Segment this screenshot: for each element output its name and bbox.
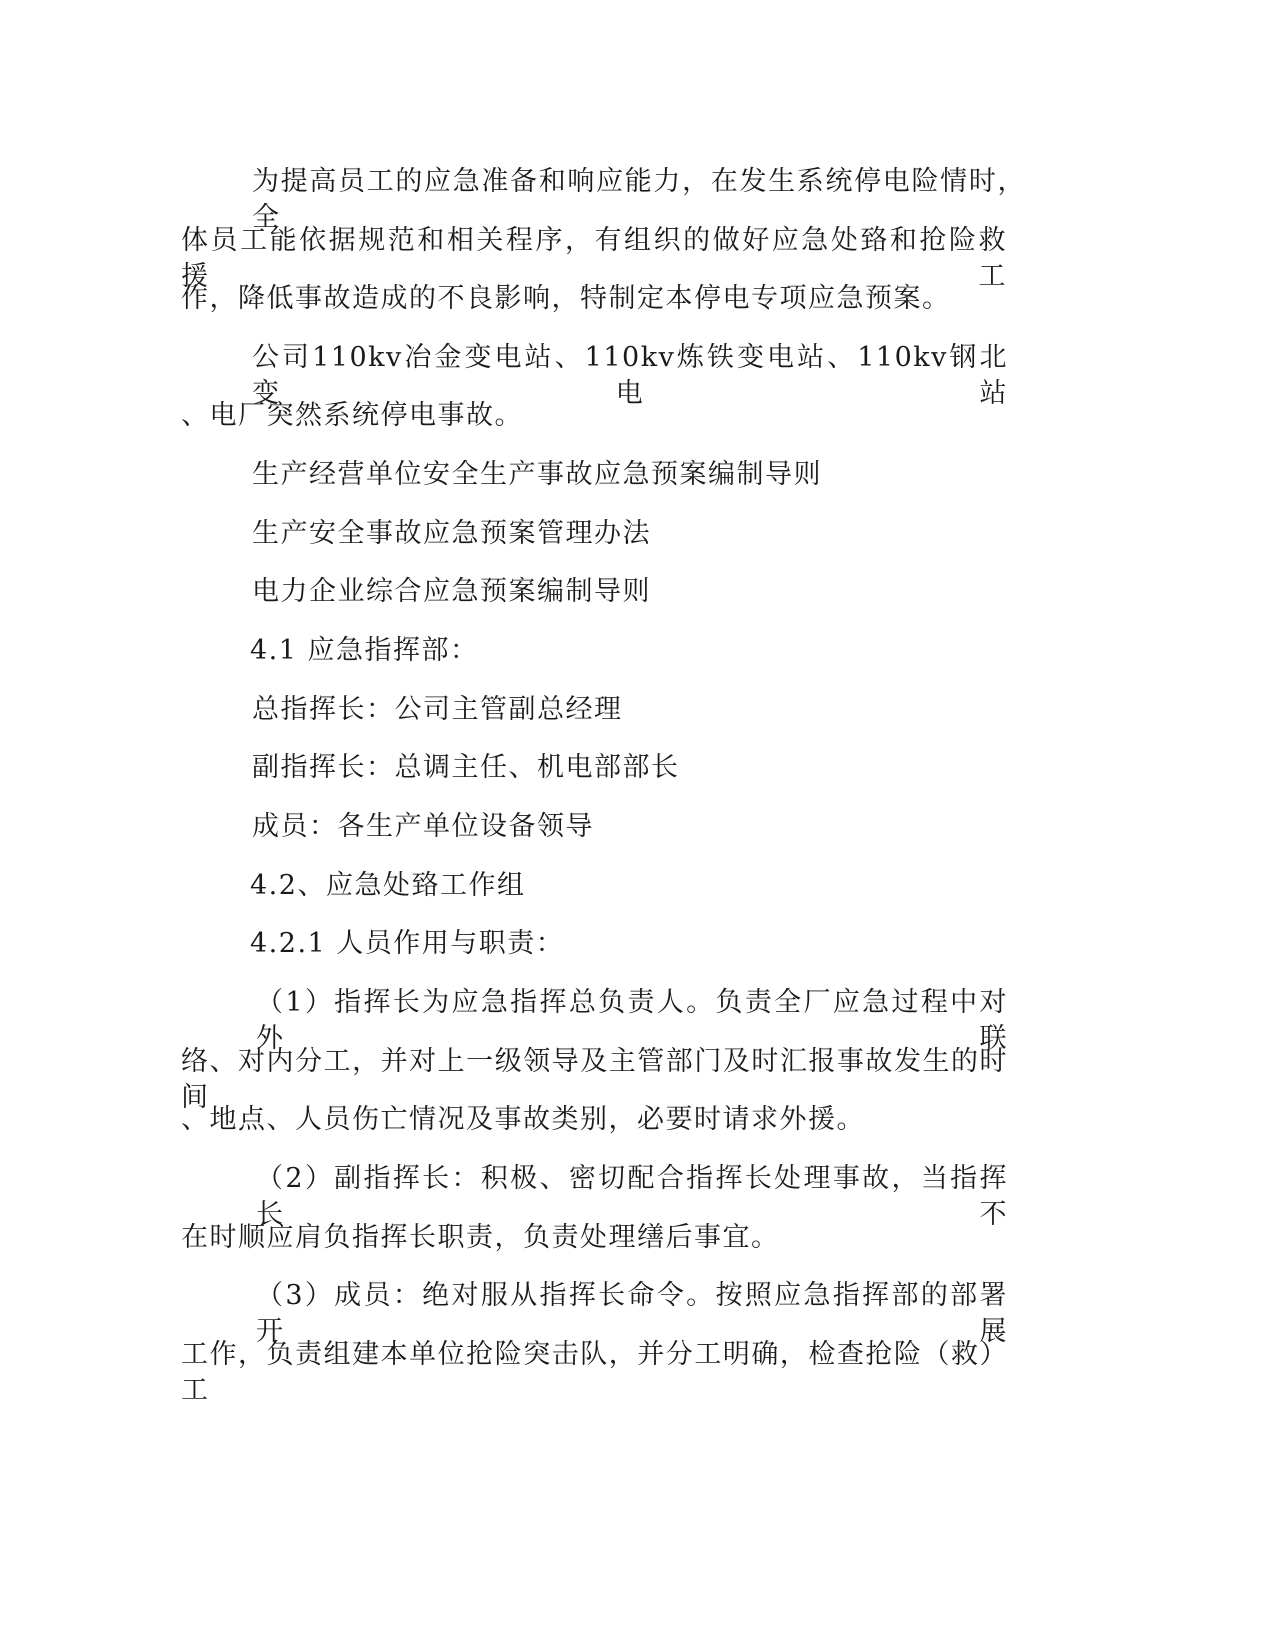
paragraph-line: （1）指挥长为应急指挥总负责人。负责全厂应急过程中对外联 [256,987,1008,1054]
paragraph-line: （2）副指挥长：积极、密切配合指挥长处理事故，当指挥长不 [256,1163,1008,1230]
paragraph-line: 、地点、人员伤亡情况及事故类别，必要时请求外援。 [181,1104,865,1135]
paragraph-line: 体员工能依据规范和相关程序，有组织的做好应急处臵和抢险救援工 [181,225,1007,292]
regulation-title: 生产经营单位安全生产事故应急预案编制导则 [252,459,822,490]
regulation-title: 电力企业综合应急预案编制导则 [252,576,651,607]
paragraph-line: 为提高员工的应急准备和响应能力，在发生系统停电险情时，全 [252,166,1026,233]
paragraph-line: 在时顺应肩负指挥长职责，负责处理缮后事宜。 [181,1222,780,1253]
role-line: 成员：各生产单位设备领导 [252,811,594,842]
paragraph-line: 、电厂突然系统停电事故。 [181,400,523,431]
section-heading: 4.2、应急处臵工作组 [250,870,526,901]
paragraph-line: （3）成员：绝对服从指挥长命令。按照应急指挥部的部署开展 [256,1280,1008,1347]
role-line: 副指挥长：总调主任、机电部部长 [252,752,680,783]
paragraph-line: 作，降低事故造成的不良影响，特制定本停电专项应急预案。 [181,283,951,314]
paragraph-line: 络、对内分工，并对上一级领导及主管部门及时汇报事故发生的时间 [181,1046,1008,1113]
role-line: 总指挥长：公司主管副总经理 [252,694,623,725]
section-heading: 4.2.1 人员作用与职责： [250,928,565,959]
paragraph-line: 工作，负责组建本单位抢险突击队，并分工明确，检查抢险（救）工 [181,1339,1008,1406]
regulation-title: 生产安全事故应急预案管理办法 [252,518,651,549]
section-heading: 4.1 应急指挥部： [250,635,479,666]
paragraph-line: 公司110kv冶金变电站、110kv炼铁变电站、110kv钢北变电站 [252,342,1008,409]
